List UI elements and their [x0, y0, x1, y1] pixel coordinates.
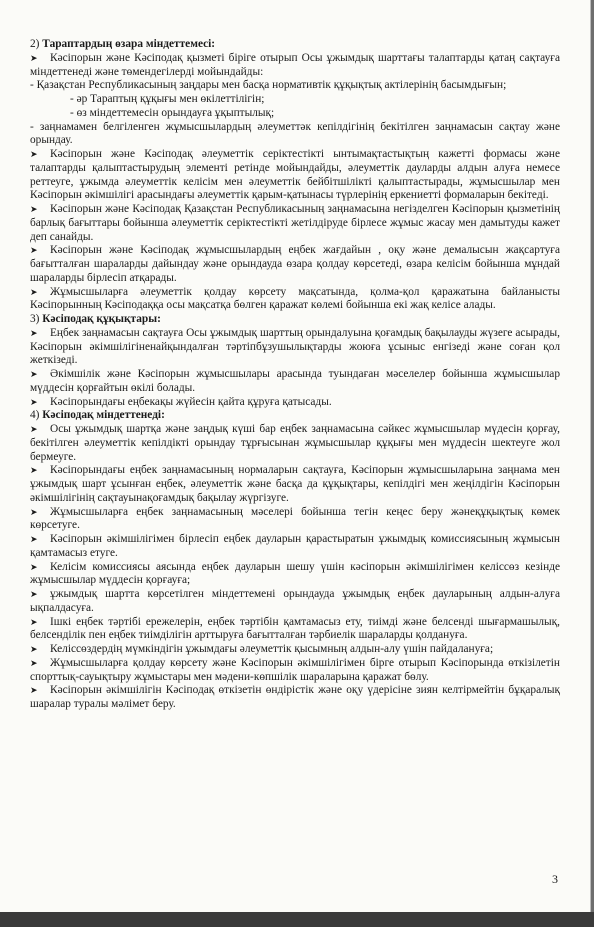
paragraph: ➤ Осы ұжымдық шартқа және заңдық күші бар еңбек заңнамасына сәйкес жұмысшылар мүдесін қорғау, бекітілген әлеуметтік кепілдікті орындау тұрғысынан жұмысшылар құқығы мен мүддесін шектеуге жол бермеуге. [30, 423, 560, 463]
arrow-bullet-icon: ➤ [30, 204, 38, 214]
section-4-heading: 4) Кәсіподақ міндеттенеді: [30, 409, 165, 422]
arrow-bullet-icon: ➤ [30, 245, 38, 256]
paragraph: ➤ Келіссөздердің мүмкіндігін ұжымдағы әлеуметтік қысымның алдын-алу үшін пайдалануға; [30, 643, 494, 655]
paragraph: ➤ Кәсіпорындағы еңбек заңнамасының нормаларын сақтауға, Кәсіпорын жұмысшыларына заңнама мен ұжымдық шарт ұсынған еңбек, әлеуметтік және басқа да құқықтары, кепілдігі мен жеңілдігін Кәсіпорын әкімшілігінің сақтауынақоғамдық бақылау жүргізуге. [30, 464, 560, 504]
paragraph: ➤ Кәсіпорын әкімшілігін Кәсіподақ өткізетін өндірістік және оқу үдерісіне зиян келтірмейтін бұқаралық шаралар туралы мәлімет беру. [30, 684, 560, 710]
paragraph: ➤ Кәсіпорын және Кәсіподақ қызметі біріге отырып Осы ұжымдық шарттағы талаптарды қатаң сақтауға міндеттенеді және төмендегілерді мойындайды: [30, 51, 560, 78]
arrow-bullet-icon: ➤ [30, 561, 38, 572]
paragraph: ➤ Кәсіпорындағы еңбекақы жүйесін қайта құруға қатысады. [30, 395, 332, 408]
paragraph: - заңнамамен белгіленген жұмысшылардың әлеуметтәк кепілдігінің бекітілген заңнамасын сақтау және орындау. [30, 120, 560, 147]
arrow-bullet-icon: ➤ [30, 644, 38, 654]
paragraph: ➤ ұжымдық шартта көрсетілген міндеттемені орындауда ұжымдық еңбек дауларының алдын-алуға ықпалдасуға. [30, 588, 560, 614]
paragraph: ➤ Ішкі еңбек тәртібі ережелерін, еңбек тәртібін қамтамасыз ету, тиімді және белсенді шығармашылық, белсенділік пен еңбек тиімділігін арттыруға бағытталған тәрбиелік шараларды қолдануға. [30, 615, 560, 642]
paragraph: ➤ Кәсіпорын әкімшілігімен бірлесіп еңбек дауларын қарастыратын ұжымдық комиссиясының жұмысын қамтамасыз етуге. [30, 533, 560, 559]
paragraph: ➤ Кәсіпорын және Кәсіподақ әлеуметтік серіктестікті ынтымақтастықтың кажетті формасы және талаптарды қалыптастырудың элементі ретінде мойындайды, әлеуметтік дауларды алдын алуға немесе реттеуге, ұжымда әлеуметтік келісім мен әлеуметтік бейбітшілікті қалыптастырады, жұмысшылар мен Кәсіпорын әкімшілігі арасындағы әлеуметтік қарым-қатынасы түрлерінің еркениетті формаларын бекітеді. [30, 148, 560, 202]
arrow-bullet-icon: ➤ [30, 616, 38, 627]
paragraph: - Қазақстан Республикасының заңдары мен басқа нормативтік құқықтық актілерінің басымдығын; [30, 79, 507, 92]
arrow-bullet-icon: ➤ [30, 286, 38, 297]
paragraph: ➤ Әкімшілік және Кәсіпорын жұмысшылары арасында туындаған мәселелер бойынша жұмысшылар мүддесін қорғайтын өкілі болады. [30, 368, 560, 394]
paragraph: - әр Тараптың құқығы мен өкілеттілігін; [70, 93, 265, 105]
paragraph: ➤ Жұмысшыларға еңбек заңнамасының мәселері бойынша тегін кеңес беру жәнеқұқықтық көмек көрсетуге. [30, 505, 560, 532]
scanner-edge [0, 912, 594, 927]
arrow-bullet-icon: ➤ [30, 52, 38, 63]
paragraph: ➤ Кәсіпорын және Кәсіподақ жұмысшылардың еңбек жағдайын , оқу және демалысын жақсартуға бағытталған шараларды дайындау және орындауда өзара қолдау көрсетеді, өзара келісім бойынша мұндай шараларды бірлесіп атқарады. [30, 244, 560, 284]
arrow-bullet-icon: ➤ [30, 465, 38, 476]
arrow-bullet-icon: ➤ [30, 685, 38, 696]
document-body [30, 38, 560, 712]
paragraph: ➤ Жұмысшыларға қолдау көрсету және Кәсіпорын әкімшілігімен бірге отырып Кәсіпорында өткізілетін спорттық-сауықтыру жұмыстары мен мәдени-көпшілік шараларына қаражат бөлу. [30, 656, 560, 683]
paragraph: ➤ Еңбек заңнамасын сақтауға Осы ұжымдық шарттың орындалуына қоғамдық бақылауды жүзеге асырады, Кәсіпорын әкімшілігіненайқындалған тәртіпбұзушылықтарды жоюға ұсыныс енгізеді және соған қол жеткізеді. [30, 326, 560, 367]
page-number: 3 [552, 872, 558, 886]
paragraph: ➤ Келісім комиссиясы аясында еңбек дауларын шешу үшін кәсіпорын әкімшілігімен келіссөз кезінде жұмысшылар мүддесін қорғауға; [30, 560, 560, 587]
arrow-bullet-icon: ➤ [30, 506, 38, 517]
section-3-heading: 3) Кәсіподақ құқықтары: [30, 313, 161, 325]
paragraph: - өз міндеттемесін орындауға ұқыптылық; [70, 106, 275, 119]
arrow-bullet-icon: ➤ [30, 534, 38, 544]
arrow-bullet-icon: ➤ [30, 149, 38, 159]
arrow-bullet-icon: ➤ [30, 589, 38, 599]
paragraph: ➤ Жұмысшыларға әлеуметтік қолдау көрсету мақсатында, қолма-қол қаражатына байланысты Кәсіпорынның Кәсіподаққа осы мақсатқа бөлген қаражат көлемі бойынша екі жақ келісе алады. [30, 285, 560, 312]
arrow-bullet-icon: ➤ [30, 327, 38, 338]
arrow-bullet-icon: ➤ [30, 424, 38, 434]
arrow-bullet-icon: ➤ [30, 657, 38, 668]
paragraph: ➤ Кәсіпорын және Кәсіподақ Қазақстан Республикасының заңнамасына негізделген Кәсіпорын қызметінің барлық бағыттары бойынша әлеуметтік серіктестікті жетілдіруде бірлесе жұмыс жасау мен дамытуды кажет деп санайды. [30, 203, 560, 243]
arrow-bullet-icon: ➤ [30, 369, 38, 379]
arrow-bullet-icon: ➤ [30, 396, 38, 407]
section-2-heading: 2) Тараптардың өзара міндеттемесі: [30, 38, 216, 50]
